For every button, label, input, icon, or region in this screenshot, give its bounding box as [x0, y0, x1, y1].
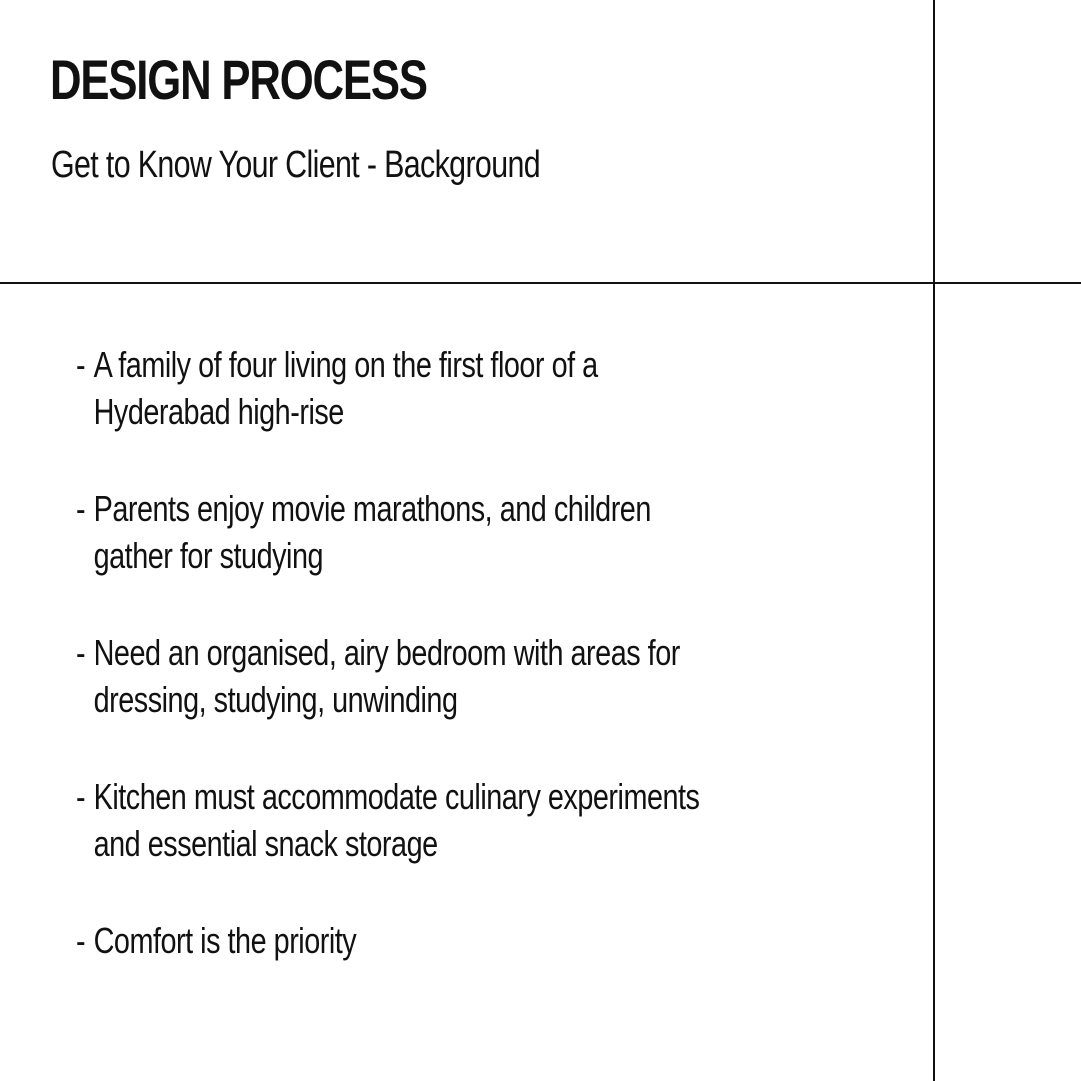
vertical-divider [933, 0, 935, 1081]
bullet-marker: - [76, 488, 86, 529]
list-item-text: Parents enjoy movie marathons, and children gather for studying [93, 488, 651, 576]
bullet-marker: - [76, 632, 86, 673]
list-item [76, 341, 876, 435]
horizontal-divider [0, 282, 1081, 284]
bullet-list [76, 341, 876, 1014]
list-item-text: A family of four living on the first floor of a Hyderabad high-rise [93, 344, 598, 432]
page-title: DESIGN PROCESS [50, 48, 427, 111]
page-subtitle: Get to Know Your Client - Background [51, 144, 540, 186]
list-item-text: Need an organised, airy bedroom with areas for dressing, studying, unwinding [93, 632, 680, 720]
list-item [76, 629, 876, 723]
list-item [76, 917, 876, 964]
bullet-marker: - [76, 344, 86, 385]
list-item [76, 485, 876, 579]
list-item-text: Kitchen must accommodate culinary experiments and essential snack storage [93, 776, 700, 864]
bullet-marker: - [76, 776, 86, 817]
list-item [76, 773, 876, 867]
list-item-text: Comfort is the priority [93, 920, 357, 961]
bullet-marker: - [76, 920, 86, 961]
